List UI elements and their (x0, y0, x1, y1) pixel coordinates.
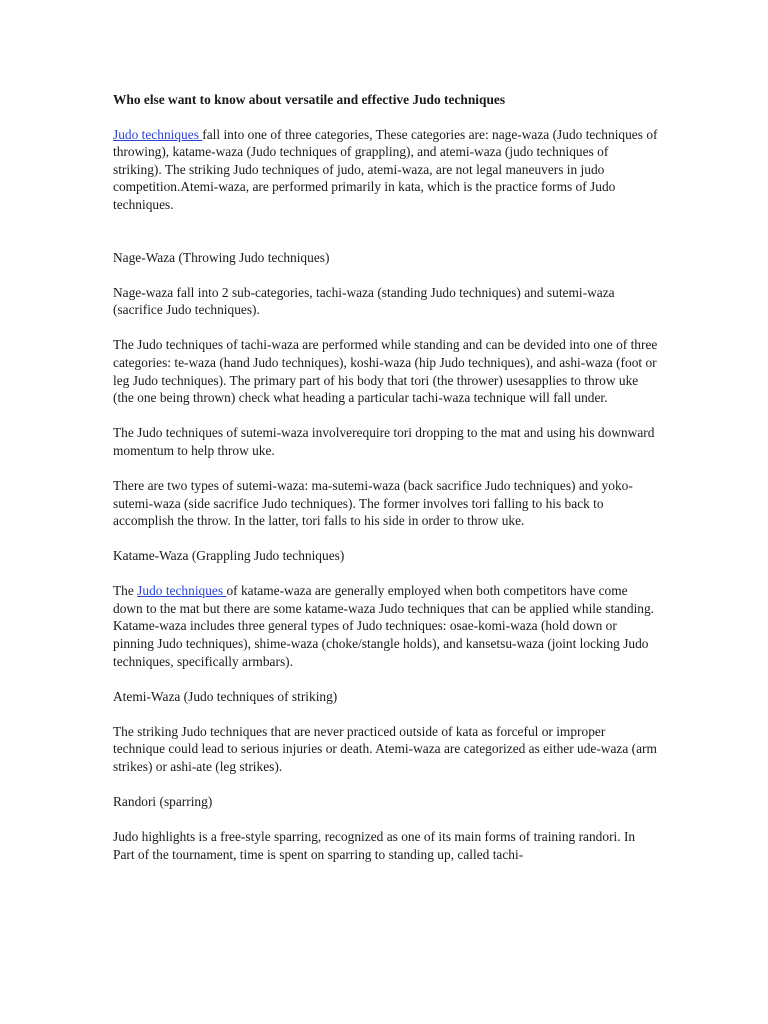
atemi-waza-heading: Atemi-Waza (Judo techniques of striking) (113, 688, 338, 704)
katame-waza-paragraph (113, 582, 658, 670)
nage-waza-paragraph-3: The Judo techniques of sutemi-waza involverequire tori dropping to the mat and using his downward momentum to help throw uke. (113, 425, 655, 458)
intro-text: fall into one of three categories, These categories are: nage-waza (Judo techniques of throwing), katame-waza (Judo techniques of grappling), and atemi-waza (judo techniques of striking). The striking Judo techniques of judo, atemi-waza, are not legal maneuvers in judo competition.Atemi-waza, are performed primarily in kata, which is the practice forms of Judo techniques. (113, 126, 658, 212)
nage-waza-paragraph-2: The Judo techniques of tachi-waza are performed while standing and can be devided into one of three categories: te-waza (hand Judo techniques), koshi-waza (hip Judo techniques), and ashi-waza (foot or leg Judo techniques). The primary part of his body that tori (the thrower) usesapplies to throw uke (the one being thrown) check what heading a particular tachi-waza technique will fall under. (113, 337, 658, 406)
katame-waza-heading: Katame-Waza (Grappling Judo techniques) (113, 548, 345, 564)
nage-waza-paragraph-4: There are two types of sutemi-waza: ma-sutemi-waza (back sacrifice Judo techniques) and yoko-sutemi-waza (side sacrifice Judo techniques). The former involves tori falling to his back to accomplish the throw. In the latter, tori falls to his side in order to throw uke. (113, 477, 633, 529)
document-page (113, 91, 658, 881)
judo-techniques-link-2[interactable]: Judo techniques (137, 583, 227, 599)
nage-waza-heading: Nage-Waza (Throwing Judo techniques) (113, 249, 330, 265)
judo-techniques-link[interactable]: Judo techniques (113, 126, 203, 142)
nage-waza-paragraph-1: Nage-waza fall into 2 sub-categories, tachi-waza (standing Judo techniques) and sutemi-waza (sacrifice Judo techniques). (113, 284, 615, 318)
randori-paragraph: Judo highlights is a free-style sparring, recognized as one of its main forms of training randori. In Part of the tournament, time is spent on sparring to standing up, called tachi- (113, 829, 636, 862)
katame-text: of katame-waza are generally employed when both competitors have come down to the mat but there are some katame-waza Judo techniques that can be applied while standing. Katame-waza includes three general types of Judo techniques: osae-komi-waza (hold down or pinning Judo techniques), shime-waza (choke/stangle holds), and kansetsu-waza (joint locking Judo techniques, specifically armbars). (113, 583, 655, 669)
atemi-waza-paragraph: The striking Judo techniques that are never practiced outside of kata as forceful or improper technique could lead to serious injuries or death. Atemi-waza are categorized as either ude-waza (arm strikes) or ashi-ate (leg strikes). (113, 723, 657, 775)
randori-heading: Randori (sparring) (113, 794, 213, 810)
katame-prefix: The (113, 583, 138, 599)
document-title: Who else want to know about versatile and effective Judo techniques (113, 92, 506, 107)
intro-paragraph (113, 126, 658, 214)
